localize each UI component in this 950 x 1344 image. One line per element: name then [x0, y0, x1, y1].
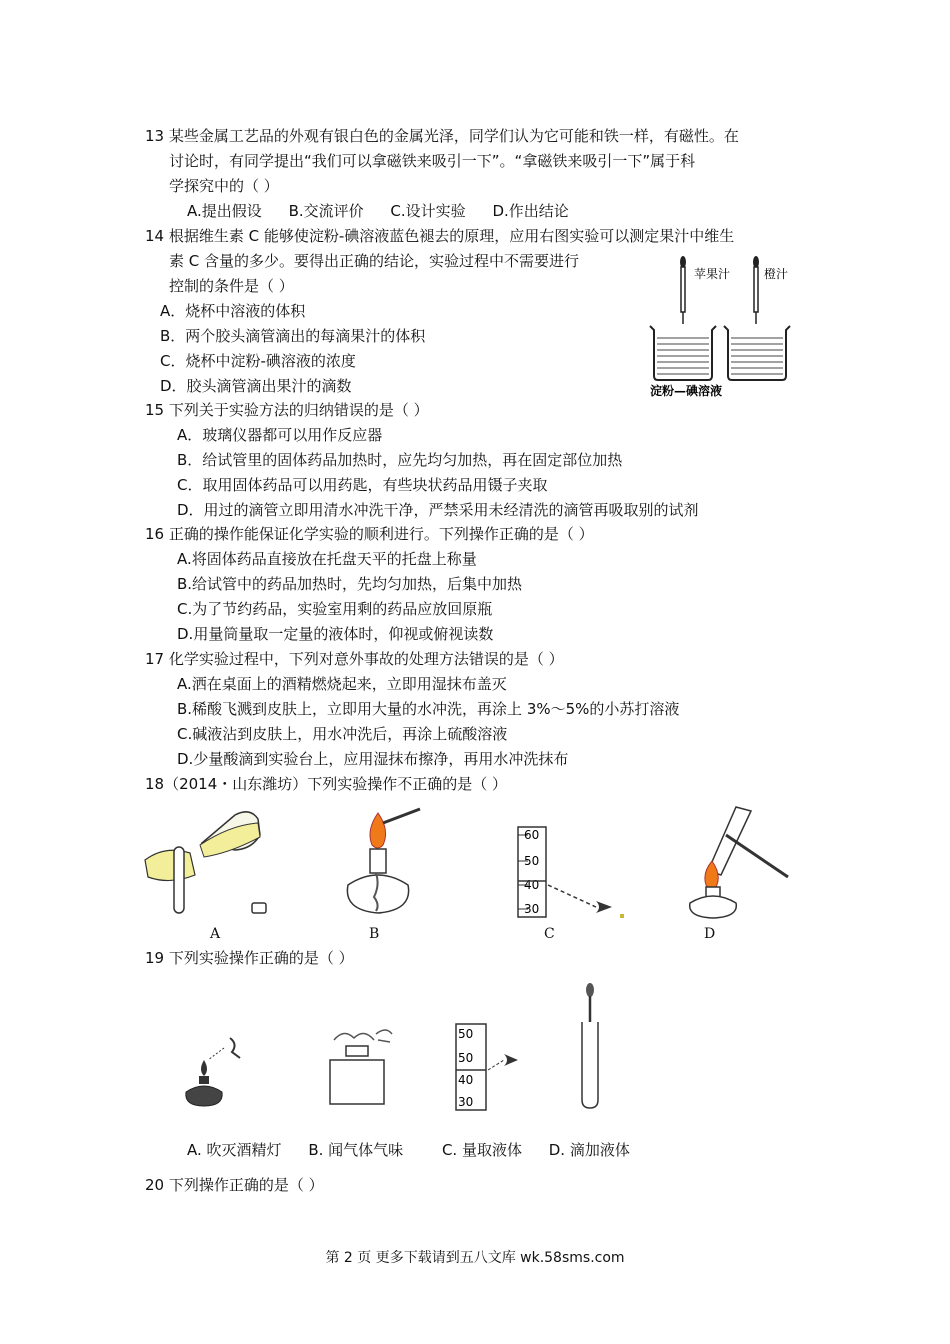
dropper-label-orange: 橙汁 — [764, 267, 789, 281]
question-15 — [145, 398, 815, 423]
bottle-cap-icon — [252, 903, 266, 913]
figure-18b-lighting-lamp — [328, 805, 428, 920]
tick-40: 40 — [524, 878, 540, 892]
question-14-line-2: 素 C 含量的多少。要得出正确的结论，实验过程中不需要进行 — [169, 252, 580, 270]
question-15-stem: 15 下列关于实验方法的归纳错误的是（ ） — [145, 401, 429, 419]
figure-18-label-c: C — [544, 926, 555, 942]
option-d: D. 滴加液体 — [548, 1141, 630, 1159]
hand-wafting-icon — [376, 1030, 392, 1042]
right-dropper-icon — [753, 256, 759, 324]
alcohol-lamp-icon-d — [690, 896, 737, 918]
stray-mark — [620, 914, 624, 918]
question-14-option-d: D．胶头滴管滴出果汁的滴数 — [160, 377, 352, 395]
page-footer: 第 2 页 更多下载请到五八文库 wk.58sms.com — [325, 1250, 625, 1266]
tick-30: 30 — [524, 902, 540, 916]
question-14-option-a: A．烧杯中溶液的体积 — [160, 302, 306, 320]
test-tube-icon-19 — [582, 1022, 598, 1108]
question-16-option-a: A.将固体药品直接放在托盘天平的托盘上称量 — [177, 550, 477, 568]
gas-jar-icon — [330, 1060, 384, 1104]
question-14-line-1: 14 根据维生素 C 能够使淀粉-碘溶液蓝色褪去的原理，应用右图实验可以测定果汁中维生 — [145, 227, 735, 245]
question-13-line-1: 13 某些金属工艺品的外观有银白色的金属光泽，同学们认为它可能和铁一样，有磁性。在 — [145, 127, 739, 145]
tick-30: 30 — [458, 1095, 474, 1109]
option-b: B.交流评价 — [288, 202, 364, 220]
question-16 — [145, 522, 815, 547]
question-13-line-2: 讨论时，有同学提出“我们可以拿磁铁来吸引一下”。“拿磁铁来吸引一下”属于科 — [169, 152, 696, 170]
figure-18-label-b: B — [369, 926, 380, 942]
question-16-option-b: B.给试管中的药品加热时，先均匀加热，后集中加热 — [177, 575, 523, 593]
tick-50: 50 — [458, 1051, 474, 1065]
figure-19b-smelling-gas — [320, 1020, 400, 1110]
option-c: C. 量取液体 — [441, 1141, 522, 1159]
question-18-stem: 18（2014・山东潍坊）下列实验操作不正确的是（ ） — [145, 775, 508, 793]
tick-60: 60 — [524, 828, 540, 842]
question-16-stem: 16 正确的操作能保证化学实验的顺利进行。下列操作正确的是（ ） — [145, 525, 594, 543]
question-19-options — [187, 1138, 652, 1163]
dropper-bulb-icon — [586, 983, 594, 997]
question-13 — [145, 124, 815, 199]
figure-18d-heating-test-tube — [676, 805, 796, 920]
option-c: C.设计实验 — [390, 202, 466, 220]
question-17-option-d: D.少量酸滴到实验台上，应用湿抹布擦净，再用水冲洗抹布 — [177, 750, 569, 768]
question-14-line-3: 控制的条件是（ ） — [169, 277, 294, 295]
question-17 — [145, 647, 815, 672]
question-14-option-b: B．两个胶头滴管滴出的每滴果汁的体积 — [160, 327, 426, 345]
test-tube-icon — [174, 847, 184, 913]
left-beaker-icon — [650, 326, 716, 380]
dropper-label-apple: 苹果汁 — [694, 267, 731, 281]
question-15-option-d: D．用过的滴管立即用清水冲洗干净，严禁采用未经清洗的滴管再吸取别的试剂 — [177, 501, 699, 519]
tick-50: 50 — [524, 854, 540, 868]
question-19 — [145, 946, 815, 971]
question-17-option-c: C.碱液沾到皮肤上，用水冲洗后，再涂上硫酸溶液 — [177, 725, 508, 743]
beaker-caption: 淀粉—碘溶液 — [650, 384, 723, 398]
figure-18c-reading-cylinder — [508, 825, 628, 920]
tick-50-top: 50 — [458, 1027, 474, 1041]
question-17-option-b: B.稀酸飞溅到皮肤上，立即用大量的水冲洗，再涂上 3%～5%的小苏打溶液 — [177, 700, 680, 718]
figure-19a-blowing-lamp — [180, 1030, 250, 1110]
question-15-option-a: A．玻璃仪器都可以用作反应器 — [177, 426, 383, 444]
figure-18-label-a: A — [210, 926, 221, 942]
eye-icon — [596, 901, 612, 913]
tick-40: 40 — [458, 1073, 474, 1087]
question-16-option-d: D.用量筒量取一定量的液体时，仰视或俯视读数 — [177, 625, 494, 643]
question-13-line-3: 学探究中的（ ） — [169, 177, 279, 195]
question-17-stem: 17 化学实验过程中，下列对意外事故的处理方法错误的是（ ） — [145, 650, 564, 668]
hand-icon — [145, 850, 195, 880]
figure-18-label-d: D — [704, 926, 716, 942]
question-18 — [145, 772, 815, 797]
question-19-stem: 19 下列实验操作正确的是（ ） — [145, 949, 354, 967]
figure-19c-reading-cylinder — [448, 1022, 528, 1112]
alcohol-lamp-icon-19 — [186, 1086, 222, 1106]
left-dropper-icon — [680, 256, 686, 324]
figure-19d-dropping-liquid — [570, 982, 610, 1112]
question-14-option-c: C．烧杯中淀粉-碘溶液的浓度 — [160, 352, 356, 370]
option-b: B. 闻气体气味 — [308, 1141, 404, 1159]
eye-icon-19 — [504, 1054, 518, 1066]
question-16-option-c: C.为了节约药品，实验室用剩的药品应放回原瓶 — [177, 600, 493, 618]
figure-18a-pouring-liquid — [140, 805, 280, 920]
mouth-icon — [230, 1038, 240, 1058]
beaker-experiment-figure — [640, 252, 810, 402]
right-beaker-icon — [724, 326, 790, 380]
question-15-option-b: B．给试管里的固体药品加热时，应先均匀加热，再在固定部位加热 — [177, 451, 623, 469]
option-a: A.提出假设 — [187, 202, 262, 220]
question-20-stem: 20 下列操作正确的是（ ） — [145, 1176, 324, 1194]
option-a: A. 吹灭酒精灯 — [187, 1141, 282, 1159]
option-d: D.作出结论 — [492, 202, 569, 220]
question-17-option-a: A.洒在桌面上的酒精燃烧起来，立即用湿抹布盖灭 — [177, 675, 507, 693]
flame-icon — [370, 813, 386, 848]
question-13-options — [187, 199, 591, 224]
question-15-option-c: C．取用固体药品可以用药匙，有些块状药品用镊子夹取 — [177, 476, 548, 494]
question-20 — [145, 1173, 815, 1198]
